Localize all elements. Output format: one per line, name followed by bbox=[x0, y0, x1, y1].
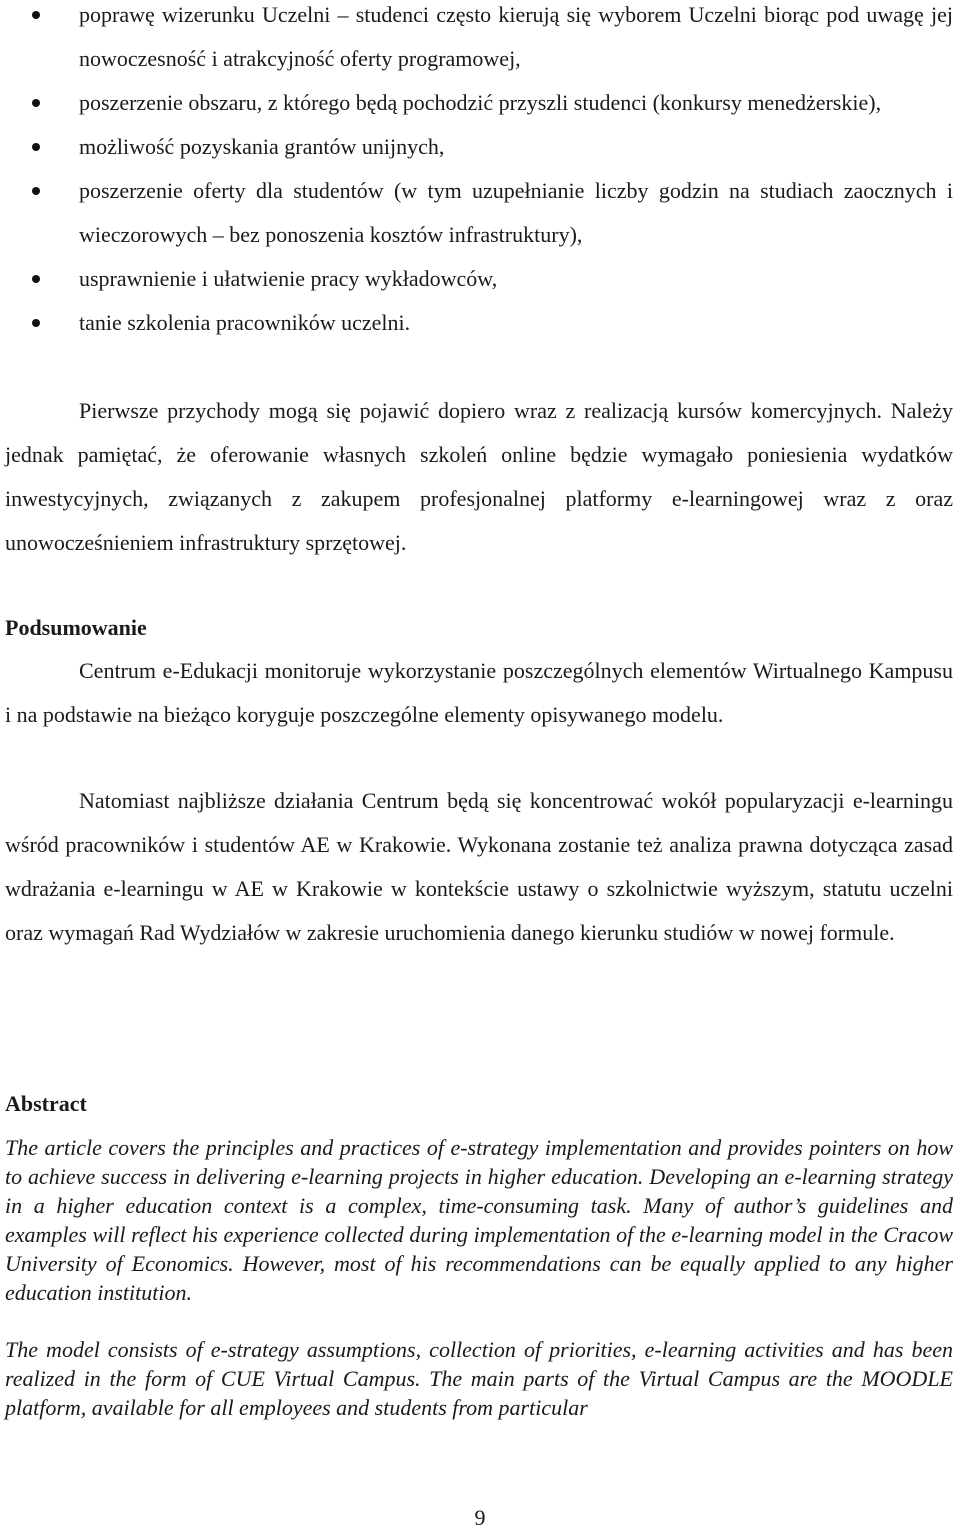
abstract-heading: Abstract bbox=[5, 1091, 87, 1116]
revenue-paragraph: Pierwsze przychody mogą się pojawić dopiero wraz z realizacją kursów komercyjnych. Należy jednak pamiętać, że oferowanie własnych szkoleń online będzie wymagało poniesienia wydatków inwestycyjnych, związanych z zakupem profesjonalnej platformy e-learningowej wraz z oraz unowocześnieniem infrastruktury sprzętowej. bbox=[5, 398, 953, 555]
abstract-paragraph-1: The article covers the principles and practices of e-strategy implementation and provides pointers on how to achieve success in delivering e-learning projects in higher education. Developing an e-learning strategy in a higher education context is a complex, time-consuming task. Many of author’s guidelines and examples will reflect his experience collected during implementation of the e-learning model in the Cracow University of Economics. However, most of his recommendations can be equally applied to any higher education institution. bbox=[5, 1135, 953, 1305]
list-item-text: poszerzenie oferty dla studentów (w tym uzupełnianie liczby godzin na studiach zaocznych i wieczorowych – bez ponoszenia kosztów infrastruktury), bbox=[79, 178, 953, 247]
page-number: 9 bbox=[474, 1505, 486, 1530]
bullet-icon bbox=[32, 275, 40, 283]
bullet-icon bbox=[32, 99, 40, 107]
list-item bbox=[5, 125, 953, 169]
list-item bbox=[5, 257, 953, 301]
list-item bbox=[5, 301, 953, 345]
summary-paragraph-2: Natomiast najbliższe działania Centrum będą się koncentrować wokół popularyzacji e-learningu wśród pracowników i studentów AE w Krakowie. Wykonana zostanie też analiza prawna dotycząca zasad wdrażania e-learningu w AE w Krakowie w kontekście ustawy o szkolnictwie wyższym, statutu uczelni oraz wymagań Rad Wydziałów w zakresie uruchomienia danego kierunku studiów w nowej formule. bbox=[5, 788, 953, 945]
abstract-paragraph-2: The model consists of e-strategy assumptions, collection of priorities, e-learning activities and has been realized in the form of CUE Virtual Campus. The main parts of the Virtual Campus are the MOODLE platform, available for all employees and students from particular bbox=[5, 1337, 953, 1420]
bullet-icon bbox=[32, 187, 40, 195]
benefits-bullet-list bbox=[5, 0, 953, 345]
summary-heading: Podsumowanie bbox=[5, 615, 147, 640]
list-item bbox=[5, 169, 953, 257]
bullet-icon bbox=[32, 319, 40, 327]
list-item-text: poszerzenie obszaru, z którego będą pochodzić przyszli studenci (konkursy menedżerskie), bbox=[79, 90, 882, 115]
bullet-icon bbox=[32, 143, 40, 151]
bullet-icon bbox=[32, 11, 40, 19]
list-item-text: poprawę wizerunku Uczelni – studenci często kierują się wyborem Uczelni biorąc pod uwagę jej nowoczesność i atrakcyjność oferty programowej, bbox=[79, 2, 953, 71]
list-item bbox=[5, 0, 953, 81]
list-item bbox=[5, 81, 953, 125]
list-item-text: usprawnienie i ułatwienie pracy wykładowców, bbox=[79, 266, 498, 291]
summary-paragraph-1: Centrum e-Edukacji monitoruje wykorzystanie poszczególnych elementów Wirtualnego Kampusu i na podstawie na bieżąco koryguje poszczególne elementy opisywanego modelu. bbox=[5, 658, 953, 727]
list-item-text: tanie szkolenia pracowników uczelni. bbox=[79, 310, 411, 335]
list-item-text: możliwość pozyskania grantów unijnych, bbox=[79, 134, 445, 159]
